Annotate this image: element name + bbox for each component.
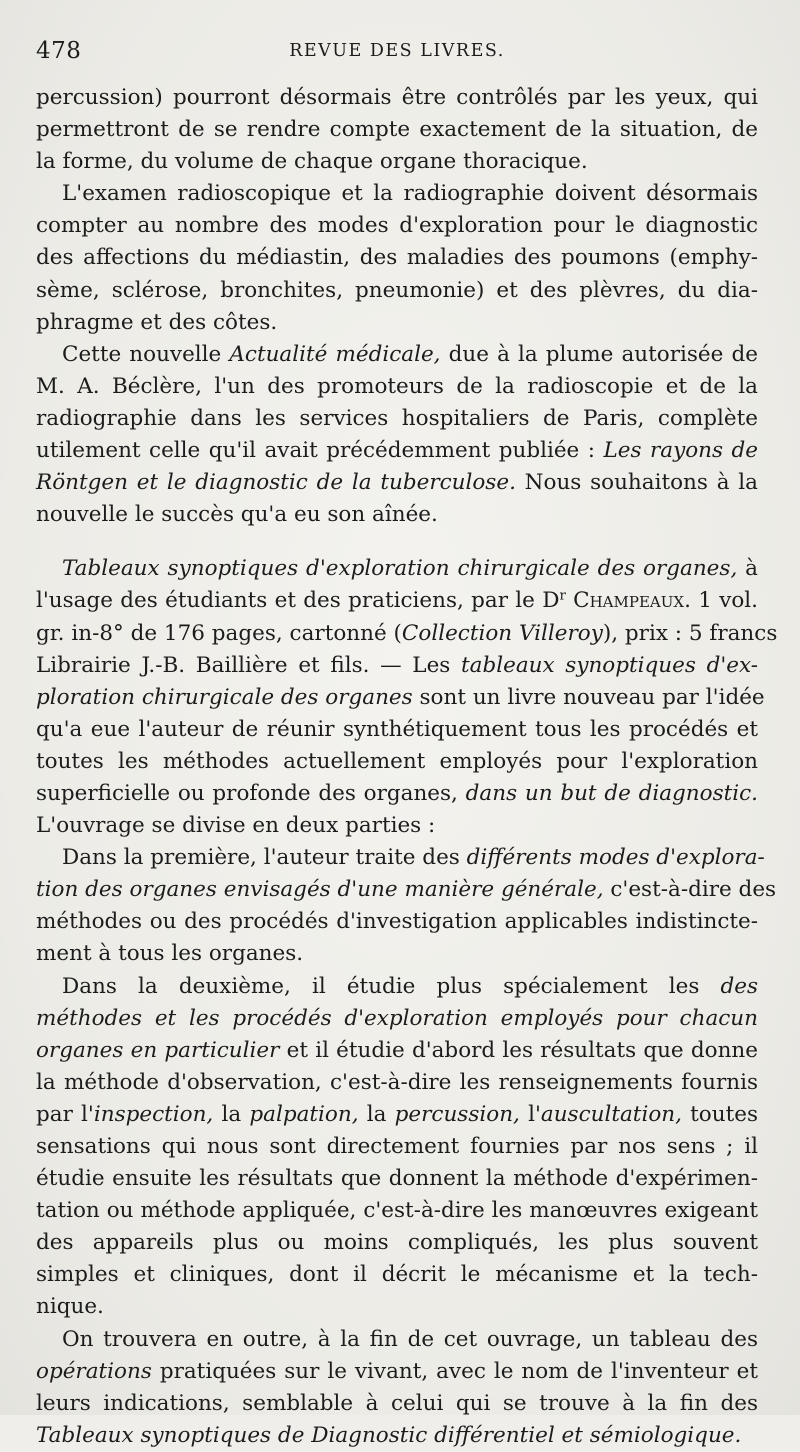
running-title: REVUE DES LIVRES. (289, 41, 505, 61)
text-line (36, 1099, 758, 1131)
italic-text: inspection, (93, 1101, 214, 1127)
text-line (36, 114, 758, 146)
text-line (36, 403, 758, 435)
italic-text: différents modes d'explora- (466, 845, 765, 871)
text-run: la (358, 1101, 395, 1127)
text-run: superficielle ou profonde des organes, (36, 780, 466, 806)
text-run: nouvelle le succès qu'a eu son aînée. (36, 502, 438, 528)
text-line (36, 1324, 758, 1356)
text-line (36, 1067, 758, 1099)
text-run: par l' (36, 1101, 94, 1127)
text-line (36, 938, 758, 970)
text-run: ), prix : 5 francs (602, 620, 778, 646)
text-line (36, 650, 758, 682)
text-line (36, 371, 758, 403)
text-run: leurs indications, semblable à celui qui se trouve à la fin des (36, 1390, 758, 1416)
text-run: L'ouvrage se divise en deux parties : (36, 813, 436, 839)
text-line (36, 874, 777, 906)
text-line (36, 275, 758, 307)
page-number: 478 (36, 38, 82, 64)
text-line (36, 242, 758, 274)
text-run: Librairie J.-B. Baillière et fils. — Les (36, 652, 461, 678)
italic-text: ploration chirurgicale des organes (36, 684, 413, 710)
italic-text: dans un but de diagnostic. (465, 780, 759, 806)
text-line (36, 618, 778, 650)
italic-text: Röntgen et le diagnostic de la tuberculose. (36, 470, 516, 496)
text-line (36, 82, 758, 114)
text-line (36, 307, 758, 339)
text-line (36, 1259, 758, 1291)
text-run: pratiquées sur le vivant, avec le nom de l'inventeur et (151, 1358, 758, 1384)
text-line (36, 210, 758, 242)
text-run: qu'a eue l'auteur de réunir synthétiquement tous les procédés et (36, 716, 758, 742)
italic-text: organes en particulier (36, 1037, 280, 1063)
text-line (36, 1131, 758, 1163)
text-run: L'examen radioscopique et la radiographie doivent désormais (62, 181, 758, 207)
text-run: radiographie dans les services hospitaliers de Paris, complète (36, 405, 758, 431)
text-line (36, 842, 765, 874)
text-line (36, 810, 758, 842)
text-line (36, 339, 758, 371)
text-run: étudie ensuite les résultats que donnent la méthode d'expérimen- (36, 1166, 758, 1192)
superscript: r (559, 589, 566, 605)
text-run: ment à tous les organes. (36, 941, 304, 967)
text-line (36, 467, 758, 499)
text-line (36, 906, 758, 938)
text-run: Nous souhaitons à la (515, 470, 758, 496)
text-run: c'est-à-dire des (603, 877, 777, 903)
text-run: la forme, du volume de chaque organe thoracique. (36, 149, 588, 175)
text-line (36, 1035, 758, 1067)
text-run: sont un livre nouveau par l'idée (412, 684, 765, 710)
text-run: l'usage des étudiants et des praticiens, par le D (36, 588, 560, 614)
text-line (36, 1003, 758, 1035)
text-line (36, 435, 758, 467)
text-run: sème, sclérose, bronchites, pneumonie) et des plèvres, du dia- (36, 277, 758, 303)
text-line (36, 553, 758, 585)
text-run: Cette nouvelle (62, 341, 230, 367)
text-line (36, 714, 758, 746)
italic-text: Actualité médicale, (229, 341, 441, 367)
text-run: gr. in-8° de 176 pages, cartonné ( (36, 620, 402, 646)
text-run: compter au nombre des modes d'exploration pour le diagnostic (36, 213, 758, 239)
text-run: la (213, 1101, 250, 1127)
text-line (36, 1195, 758, 1227)
text-line (36, 1291, 758, 1323)
text-line (36, 1227, 758, 1259)
text-run: due à la plume autorisée de (440, 341, 758, 367)
italic-text: Tableaux synoptiques de Diagnostic différentiel et sémiologique. (36, 1422, 742, 1448)
italic-text: percussion, (394, 1101, 520, 1127)
section-gap (36, 531, 758, 553)
italic-text: opérations (36, 1358, 152, 1384)
italic-text: auscultation, (540, 1101, 682, 1127)
italic-text: Collection Villeroy (401, 620, 603, 646)
text-line (36, 499, 758, 531)
text-run: et il étudie d'abord les résultats que donne (279, 1037, 758, 1063)
text-run: des affections du médiastin, des maladies des poumons (emphy- (36, 245, 758, 271)
italic-text: tion des organes envisagés d'une manière générale, (36, 877, 604, 903)
italic-text: palpation, (249, 1101, 359, 1127)
text-run: M. A. Béclère, l'un des promoteurs de la radioscopie et de la (36, 373, 758, 399)
text-line (36, 1163, 758, 1195)
text-run: toutes (681, 1101, 758, 1127)
text-line (36, 146, 758, 178)
text-run: . 1 vol. (684, 588, 758, 614)
text-line (36, 1356, 758, 1388)
text-line (36, 778, 758, 810)
text-run: toutes les méthodes actuellement employés pour l'exploration (36, 748, 758, 774)
text-run: méthodes ou des procédés d'investigation applicables indistincte- (36, 909, 758, 935)
page-header (36, 38, 758, 72)
text-run: simples et cliniques, dont il décrit le mécanisme et la tech- (36, 1262, 758, 1288)
italic-text: des (720, 973, 758, 999)
text-run: à (737, 556, 758, 582)
text-run: nique. (36, 1294, 104, 1320)
italic-text: méthodes et les procédés d'exploration employés pour chacun (36, 1005, 758, 1031)
text-line (36, 585, 758, 617)
text-run: Dans la première, l'auteur traite des (62, 845, 467, 871)
text-line (36, 1388, 758, 1420)
text-line (36, 682, 765, 714)
text-run: utilement celle qu'il avait précédemment publiée : (36, 438, 604, 464)
text-line (36, 178, 758, 210)
text-run: des appareils plus ou moins compliqués, les plus souvent (36, 1230, 758, 1256)
text-run: phragme et des côtes. (36, 309, 278, 335)
text-line (36, 1420, 758, 1452)
text-run: percussion) pourront désormais être contrôlés par les yeux, qui (36, 85, 758, 110)
text-run: permettront de se rendre compte exactement de la situation, de (36, 117, 758, 143)
text-run: Dans la deuxième, il étudie plus spécialement les (62, 973, 721, 999)
review-text (36, 82, 778, 1452)
text-run: On trouvera en outre, à la fin de cet ouvrage, un tableau des (62, 1326, 758, 1352)
text-run: tation ou méthode appliquée, c'est-à-dire les manœuvres exigeant (36, 1198, 758, 1224)
italic-text: Tableaux synoptiques d'exploration chirurgicale des organes, (62, 556, 738, 582)
text-run: sensations qui nous sont directement fournies par nos sens ; il (36, 1134, 758, 1159)
text-line (36, 746, 758, 778)
author-name: Champeaux (573, 588, 685, 614)
text-line (36, 971, 758, 1003)
italic-text: tableaux synoptiques d'ex- (461, 652, 758, 678)
text-run: la méthode d'observation, c'est-à-dire les renseignements fournis (36, 1069, 758, 1095)
italic-text: Les rayons de (603, 438, 758, 464)
text-run: l' (519, 1101, 541, 1127)
